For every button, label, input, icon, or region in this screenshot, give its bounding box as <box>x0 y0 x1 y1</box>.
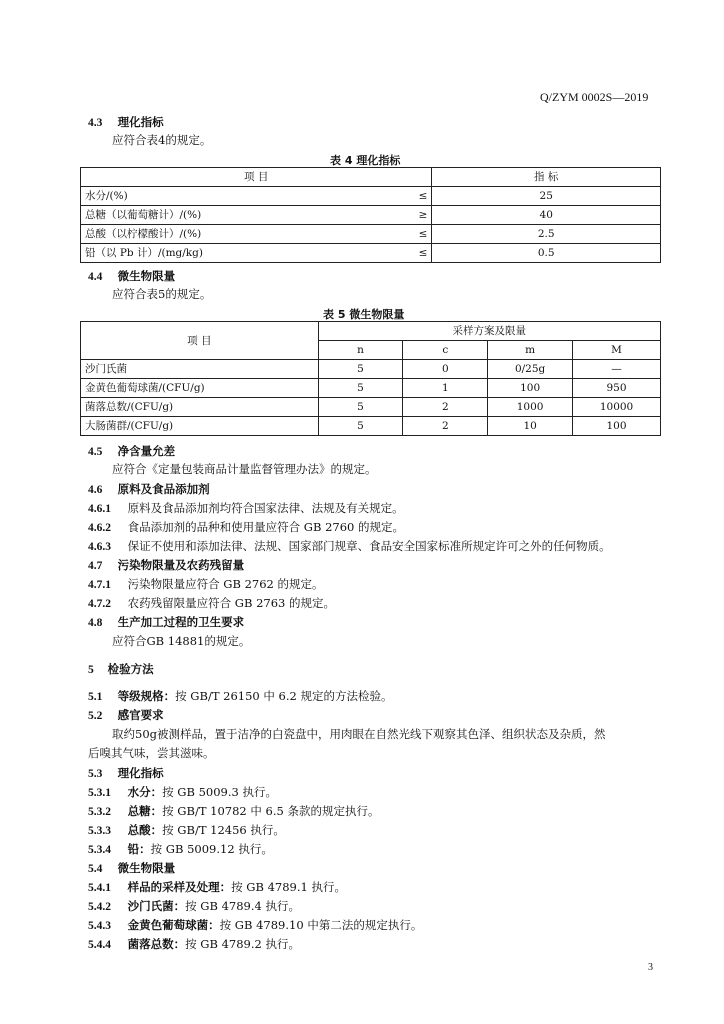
clause-text: 保证不使用和添加法律、法规、国家部门规章、食品安全国家标准所规定许可之外的任何物质。 <box>127 539 611 553</box>
clause-number: 4.6.3 <box>88 541 111 553</box>
clause-text: 食品添加剂的品种和使用量应符合 GB 2760 的规定。 <box>127 520 405 534</box>
clause-text: 按 GB 4789.4 执行。 <box>185 899 300 913</box>
section-title: 微生物限量 <box>117 861 176 875</box>
section-title: 净含量允差 <box>117 444 176 458</box>
section-5-3-heading <box>88 766 164 781</box>
section-number: 5.1 <box>88 691 103 703</box>
clause-text: 按 GB 4789.10 中第二法的规定执行。 <box>219 918 423 932</box>
clause-text: 按 GB/T 10782 中 6.5 条款的规定执行。 <box>162 804 380 818</box>
clause-text: 原料及食品添加剂均符合国家法律、法规及有关规定。 <box>127 501 404 515</box>
header-item: 项 目 <box>81 322 319 360</box>
cell-item <box>81 244 432 263</box>
clause-text: 按 GB 4789.2 执行。 <box>185 937 300 951</box>
table-5 <box>80 321 661 436</box>
section-5-4-heading <box>88 861 175 876</box>
section-4-7-heading <box>88 558 244 573</box>
table-row <box>81 206 661 225</box>
cell-item <box>81 187 432 206</box>
section-number: 4.3 <box>88 117 103 129</box>
clause-5-3-2 <box>88 804 380 819</box>
cell-n: 5 <box>318 417 403 436</box>
table-row <box>81 398 661 417</box>
clause-4-6-3 <box>88 539 611 554</box>
cell-M: 10000 <box>573 398 661 417</box>
cell-m: 0/25g <box>488 360 573 379</box>
cell-c: 2 <box>403 398 488 417</box>
clause-number: 4.7.1 <box>88 579 111 591</box>
cell-value: 40 <box>432 206 661 225</box>
table-4 <box>80 167 661 263</box>
clause-5-4-4 <box>88 937 300 952</box>
clause-5-3-1 <box>88 785 277 800</box>
header-c: c <box>403 341 488 360</box>
section-5-2-text-line1: 取约50g被测样品，置于洁净的白瓷盘中，用肉眼在自然光线下观察其色泽、组织状态及杂质，然 <box>112 727 606 741</box>
comparison-symbol: ≥ <box>418 209 428 221</box>
section-5-1 <box>88 689 393 704</box>
clause-label: 金黄色葡萄球菌： <box>127 918 220 932</box>
section-4-4-text: 应符合表5的规定。 <box>112 287 212 301</box>
section-4-3-heading <box>88 115 164 130</box>
cell-item <box>81 206 432 225</box>
clause-4-6-2 <box>88 520 404 535</box>
clause-label: 样品的采样及处理： <box>127 880 232 894</box>
item-label: 铅（以 Pb 计）/(mg/kg) <box>85 247 203 259</box>
cell-M: 100 <box>573 417 661 436</box>
cell-m: 100 <box>488 379 573 398</box>
cell-c: 2 <box>403 417 488 436</box>
clause-label: 水分： <box>127 785 163 799</box>
section-number: 4.5 <box>88 446 103 458</box>
clause-text: 按 GB 4789.1 执行。 <box>231 880 346 894</box>
header-M: M <box>573 341 661 360</box>
cell-item <box>81 225 432 244</box>
table-row <box>81 187 661 206</box>
section-5-2-text-line2: 后嗅其气味，尝其滋味。 <box>88 746 215 760</box>
chapter-number: 5 <box>88 664 94 676</box>
cell-m: 1000 <box>488 398 573 417</box>
document-code: Q/ZYM 0002S—2019 <box>540 90 649 104</box>
clause-4-7-2 <box>88 596 335 611</box>
table-header-row <box>81 322 661 341</box>
cell-item: 大肠菌群/(CFU/g) <box>81 417 319 436</box>
section-4-5-heading <box>88 444 175 459</box>
clause-4-6-1 <box>88 501 404 516</box>
cell-m: 10 <box>488 417 573 436</box>
section-number: 5.2 <box>88 710 103 722</box>
clause-number: 5.4.3 <box>88 920 111 932</box>
cell-item: 沙门氏菌 <box>81 360 319 379</box>
section-4-5-text: 应符合《定量包装商品计量监督管理办法》的规定。 <box>112 462 377 476</box>
clause-label: 沙门氏菌： <box>127 899 186 913</box>
table-4-caption: 表 4 理化指标 <box>330 154 401 167</box>
clause-number: 5.4.1 <box>88 882 111 894</box>
clause-label: 菌落总数： <box>127 937 186 951</box>
clause-text: 按 GB 5009.3 执行。 <box>162 785 277 799</box>
cell-c: 0 <box>403 360 488 379</box>
clause-text: 按 GB/T 12456 执行。 <box>162 823 285 837</box>
comparison-symbol: ≤ <box>418 190 428 202</box>
table-header-row <box>81 168 661 187</box>
section-title: 感官要求 <box>117 708 164 722</box>
clause-number: 4.6.2 <box>88 522 111 534</box>
header-item: 项 目 <box>81 168 432 187</box>
header-value: 指 标 <box>432 168 661 187</box>
section-number: 5.4 <box>88 863 103 875</box>
clause-number: 4.6.1 <box>88 503 111 515</box>
clause-number: 4.7.2 <box>88 598 111 610</box>
comparison-symbol: ≤ <box>418 228 428 240</box>
section-number: 5.3 <box>88 768 103 780</box>
section-5-2-heading <box>88 708 164 723</box>
clause-5-4-2 <box>88 899 300 914</box>
section-title: 微生物限量 <box>117 269 176 283</box>
table-row <box>81 225 661 244</box>
table-row <box>81 417 661 436</box>
clause-number: 5.3.3 <box>88 825 111 837</box>
clause-number: 5.4.4 <box>88 939 111 951</box>
clause-number: 5.3.1 <box>88 787 111 799</box>
table-row <box>81 360 661 379</box>
page-number: 3 <box>648 962 653 973</box>
clause-4-7-1 <box>88 577 324 592</box>
clause-number: 5.4.2 <box>88 901 111 913</box>
clause-number: 5.3.4 <box>88 844 111 856</box>
section-4-8-heading <box>88 615 244 630</box>
chapter-5-heading <box>88 662 154 677</box>
clause-number: 5.3.2 <box>88 806 111 818</box>
section-number: 4.7 <box>88 560 103 572</box>
cell-value: 25 <box>432 187 661 206</box>
clause-5-3-4 <box>88 842 273 857</box>
cell-n: 5 <box>318 379 403 398</box>
clause-text: 按 GB 5009.12 执行。 <box>150 842 273 856</box>
section-text: 按 GB/T 26150 中 6.2 规定的方法检验。 <box>175 689 393 703</box>
clause-5-4-1 <box>88 880 346 895</box>
section-number: 4.6 <box>88 484 103 496</box>
section-label: 等级规格： <box>117 689 176 703</box>
header-m: m <box>488 341 573 360</box>
cell-n: 5 <box>318 398 403 417</box>
cell-item: 菌落总数/(CFU/g) <box>81 398 319 417</box>
table-row <box>81 379 661 398</box>
section-title: 理化指标 <box>117 766 164 780</box>
header-group: 采样方案及限量 <box>318 322 660 341</box>
item-label: 总糖（以葡萄糖计）/(%) <box>85 209 202 221</box>
cell-item: 金黄色葡萄球菌/(CFU/g) <box>81 379 319 398</box>
cell-value: 0.5 <box>432 244 661 263</box>
clause-5-3-3 <box>88 823 285 838</box>
table-5-caption: 表 5 微生物限量 <box>323 308 405 321</box>
clause-label: 总糖： <box>127 804 163 818</box>
section-title: 生产加工过程的卫生要求 <box>117 615 245 629</box>
section-4-4-heading <box>88 269 175 284</box>
chapter-title: 检验方法 <box>107 662 154 676</box>
cell-c: 1 <box>403 379 488 398</box>
comparison-symbol: ≤ <box>418 247 428 259</box>
section-title: 原料及食品添加剂 <box>117 482 210 496</box>
clause-5-4-3 <box>88 918 422 933</box>
item-label: 总酸（以柠檬酸计）/(%) <box>85 228 202 240</box>
section-title: 污染物限量及农药残留量 <box>117 558 245 572</box>
clause-label: 铅： <box>127 842 151 856</box>
cell-M: 950 <box>573 379 661 398</box>
cell-M: — <box>573 360 661 379</box>
section-number: 4.4 <box>88 271 103 283</box>
clause-label: 总酸： <box>127 823 163 837</box>
clause-text: 农药残留限量应符合 GB 2763 的规定。 <box>127 596 336 610</box>
item-label: 水分/(%) <box>85 190 128 202</box>
cell-value: 2.5 <box>432 225 661 244</box>
section-4-6-heading <box>88 482 210 497</box>
section-4-3-text: 应符合表4的规定。 <box>112 133 212 147</box>
section-title: 理化指标 <box>117 115 164 129</box>
table-row <box>81 244 661 263</box>
section-4-8-text: 应符合GB 14881的规定。 <box>112 634 251 648</box>
clause-text: 污染物限量应符合 GB 2762 的规定。 <box>127 577 324 591</box>
cell-n: 5 <box>318 360 403 379</box>
header-n: n <box>318 341 403 360</box>
section-number: 4.8 <box>88 617 103 629</box>
